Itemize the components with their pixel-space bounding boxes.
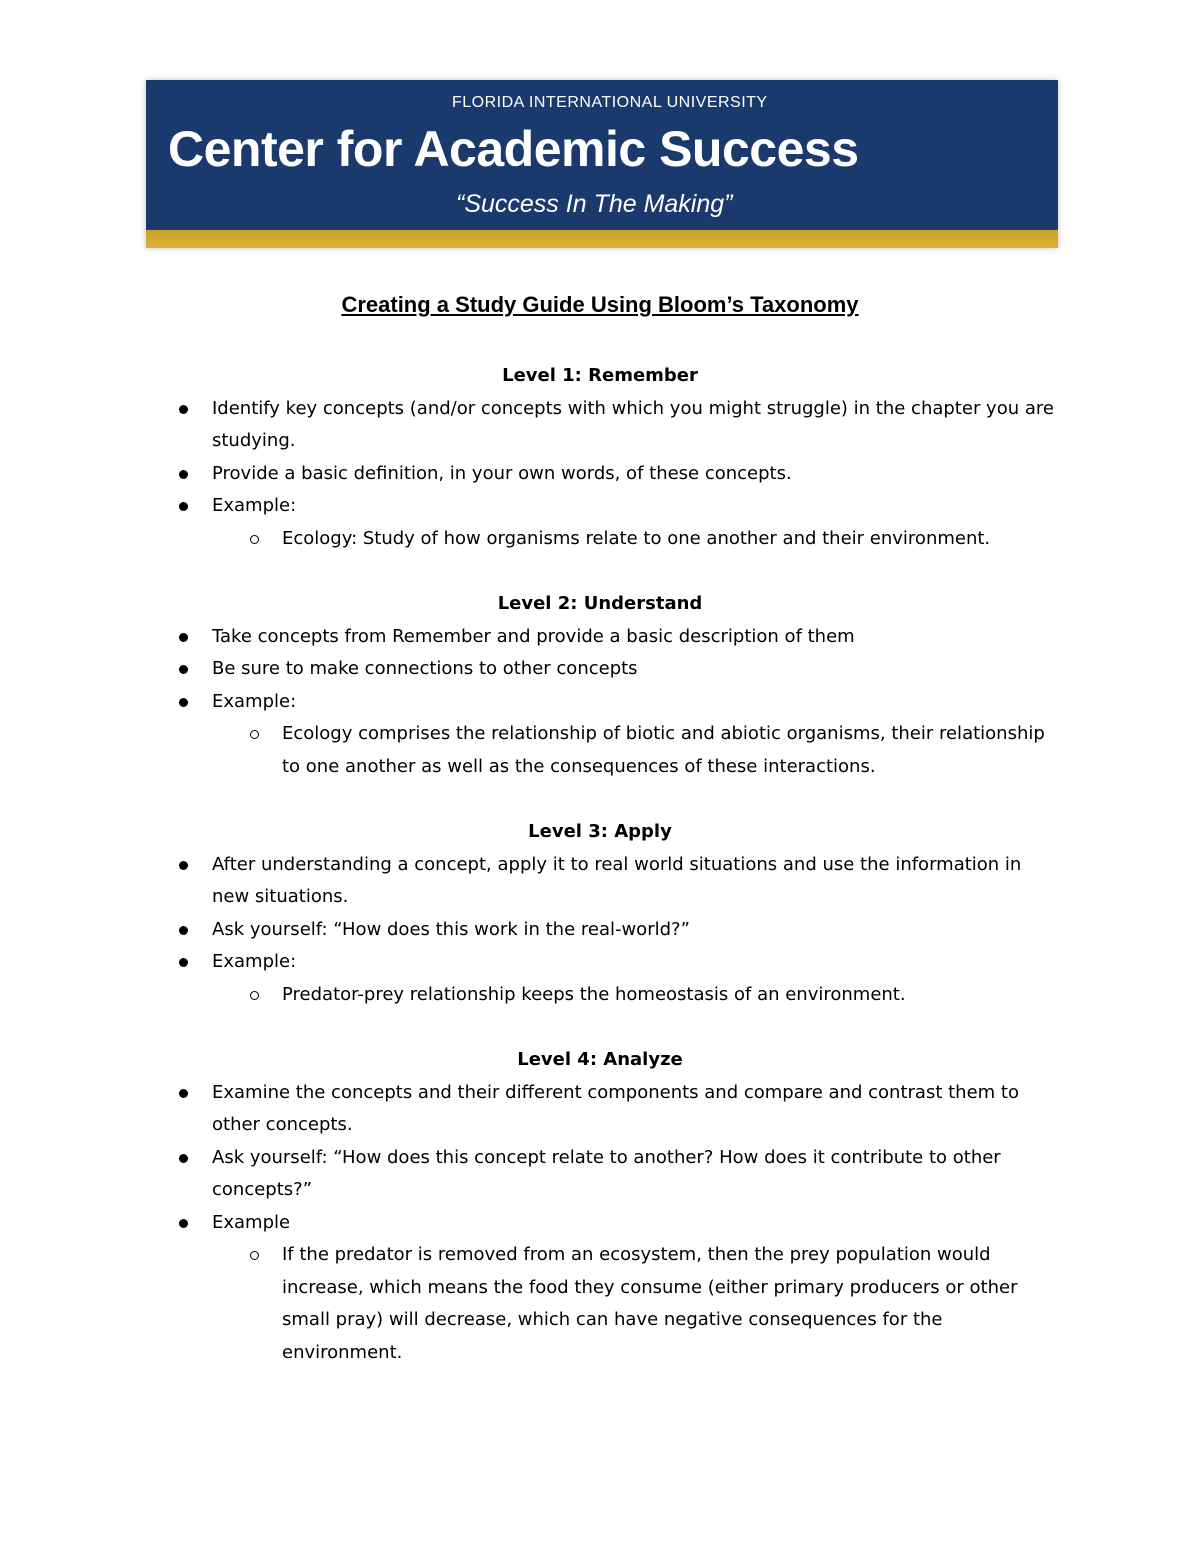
bullet-dot-icon <box>179 1154 188 1163</box>
banner-university-name: FLORIDA INTERNATIONAL UNIVERSITY <box>452 94 768 111</box>
level-heading: Level 4: Analyze <box>517 1049 683 1070</box>
sub-bullet-item <box>282 1239 1052 1369</box>
sub-bullet-item <box>282 523 1052 556</box>
header-banner <box>146 80 1058 248</box>
level-section <box>0 360 1200 555</box>
bullet-list <box>0 393 1200 556</box>
sub-bullet-list <box>212 718 1057 783</box>
banner-center-name: Center for Academic Success <box>168 121 859 177</box>
bullet-dot-icon <box>179 926 188 935</box>
bullet-dot-icon <box>179 1089 188 1098</box>
level-section <box>0 588 1200 783</box>
bullet-text: Identify key concepts (and/or concepts with which you might struggle) in the chapter you are studying. <box>212 397 1054 451</box>
bullet-text: Example <box>212 1211 291 1233</box>
bullet-text: Ask yourself: “How does this concept relate to another? How does it contribute to other concepts?” <box>212 1146 1001 1200</box>
level-section <box>0 1044 1200 1369</box>
bullet-item <box>0 686 1057 784</box>
bullet-list <box>0 849 1200 1012</box>
bullet-item <box>0 946 1057 1011</box>
bullet-item <box>0 1142 1057 1207</box>
sub-bullet-list <box>212 1239 1057 1369</box>
level-heading: Level 2: Understand <box>497 593 703 614</box>
bullet-text: Example: <box>212 495 297 516</box>
sub-bullet-list <box>212 979 1057 1012</box>
banner-gold-stripe <box>146 230 1058 248</box>
bullet-list <box>0 1077 1200 1370</box>
bullet-text: After understanding a concept, apply it to real world situations and use the information in new situations. <box>212 853 1022 907</box>
bullet-dot-icon <box>179 470 188 479</box>
bullet-text: Be sure to make connections to other concepts <box>212 658 638 679</box>
document-title: Creating a Study Guide Using Bloom’s Taxonomy <box>341 292 859 317</box>
bullet-item <box>0 458 1057 491</box>
bullet-item <box>0 621 1057 654</box>
bullet-circle-icon <box>250 535 259 544</box>
sub-bullet-item <box>282 718 1052 783</box>
bullet-circle-icon <box>250 991 259 1000</box>
bullet-text: Provide a basic definition, in your own words, of these concepts. <box>212 462 792 484</box>
bullet-text: Example: <box>212 951 297 972</box>
bullet-dot-icon <box>179 958 188 967</box>
bullet-list <box>0 621 1200 784</box>
sub-bullet-text: If the predator is removed from an ecosystem, then the prey population would increase, which means the food they consume (either primary producers or other small pray) will decrease, which can have negative consequences for the environment. <box>282 1244 1018 1363</box>
document-body <box>0 360 1200 1402</box>
bullet-item <box>0 490 1057 555</box>
bullet-text: Take concepts from Remember and provide a basic description of them <box>212 625 855 647</box>
bullet-text: Ask yourself: “How does this work in the real-world?” <box>212 918 690 940</box>
bullet-dot-icon <box>179 502 188 511</box>
bullet-dot-icon <box>179 665 188 674</box>
bullet-item <box>0 1077 1057 1142</box>
sub-bullet-list <box>212 523 1057 556</box>
bullet-dot-icon <box>179 861 188 870</box>
banner-tagline: “Success In The Making” <box>456 190 733 218</box>
bullet-dot-icon <box>179 405 188 414</box>
level-heading: Level 1: Remember <box>502 365 698 386</box>
bullet-item <box>0 653 1057 686</box>
bullet-dot-icon <box>179 698 188 707</box>
level-heading: Level 3: Apply <box>528 821 672 842</box>
bullet-item <box>0 849 1057 914</box>
sub-bullet-item <box>282 979 1052 1012</box>
bullet-dot-icon <box>179 1219 188 1228</box>
bullet-item <box>0 914 1057 947</box>
sub-bullet-text: Ecology comprises the relationship of biotic and abiotic organisms, their relationship to one another as well as the consequences of these interactions. <box>282 723 1045 777</box>
bullet-circle-icon <box>250 1251 259 1260</box>
bullet-dot-icon <box>179 633 188 642</box>
bullet-text: Examine the concepts and their different components and compare and contrast them to other concepts. <box>212 1081 1019 1135</box>
bullet-item <box>0 393 1057 458</box>
sub-bullet-text: Ecology: Study of how organisms relate to one another and their environment. <box>282 527 991 549</box>
bullet-item <box>0 1207 1057 1370</box>
bullet-circle-icon <box>250 730 259 739</box>
bullet-text: Example: <box>212 690 297 712</box>
sub-bullet-text: Predator-prey relationship keeps the homeostasis of an environment. <box>282 983 906 1005</box>
level-section <box>0 816 1200 1011</box>
